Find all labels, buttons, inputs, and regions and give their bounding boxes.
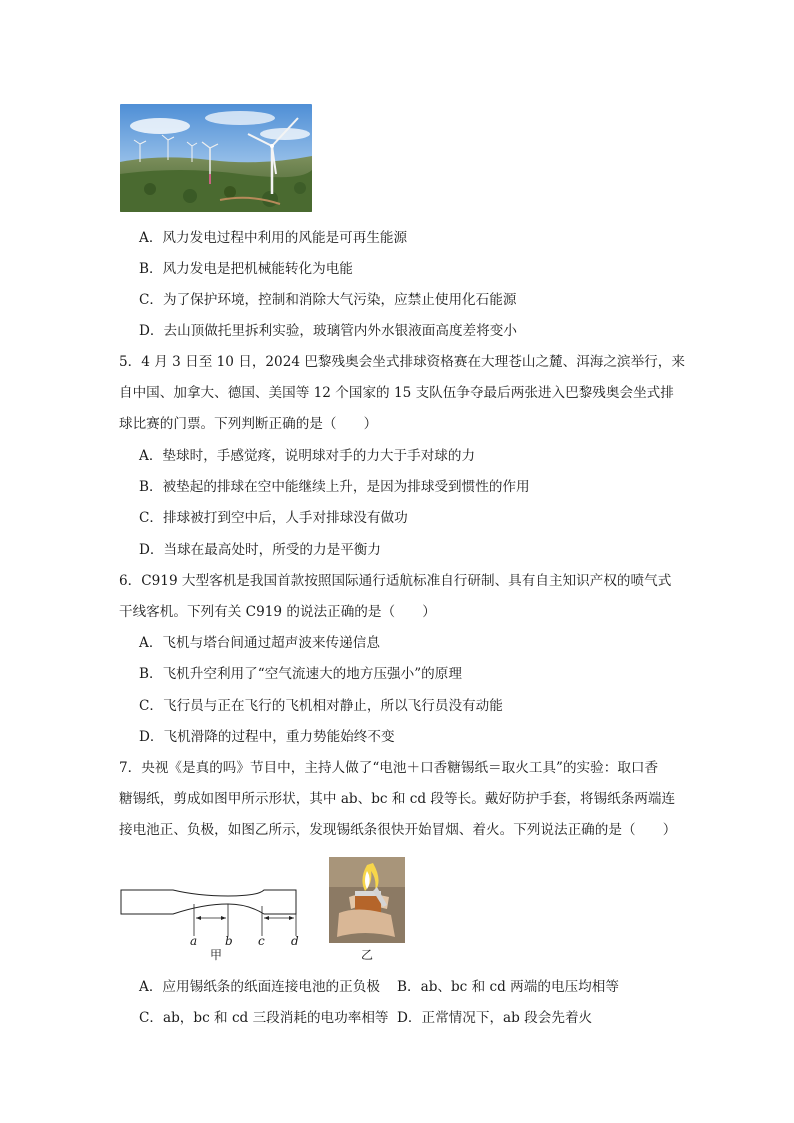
q5-option-d: D．当球在最高处时，所受的力是平衡力 [139,542,381,558]
q5-stem-line-2: 自中国、加拿大、德国、美国等 12 个国家的 15 支队伍争夺最后两张进入巴黎残奥会坐式排 [119,385,674,401]
q5-stem-line-3: 球比赛的门票。下列判断正确的是（ ） [119,416,378,432]
q7-stem-line-1: 7．央视《是真的吗》节目中，主持人做了“电池＋口香糖锡纸＝取火工具”的实验：取口香 [119,760,659,776]
q5-option-c: C．排球被打到空中后，人手对排球没有做功 [139,510,408,526]
caption-jia: 甲 [210,948,223,962]
q6-option-b: B．飞机升空利用了“空气流速大的地方压强小”的原理 [139,666,462,682]
q7-option-a: A．应用锡纸条的纸面连接电池的正负极 [139,979,380,995]
q7-stem-line-3: 接电池正、负极，如图乙所示，发现锡纸条很快开始冒烟、着火。下列说法正确的是（ ） [119,822,677,838]
figure-yi-battery-photo [329,857,405,943]
q6-stem-line-2: 干线客机。下列有关 C919 的说法正确的是（ ） [119,604,436,620]
q7-option-b: B．ab、bc 和 cd 两端的电压均相等 [397,979,619,995]
q5-stem-line-1: 5．4 月 3 日至 10 日，2024 巴黎残奥会坐式排球资格赛在大理苍山之麓、洱海之滨举行，来 [119,354,685,370]
label-c: c [258,934,265,948]
q7-stem-line-2: 糖锡纸，剪成如图甲所示形状，其中 ab、bc 和 cd 段等长。戴好防护手套，将锡纸条两端连 [119,791,676,807]
q4-option-b: B．风力发电是把机械能转化为电能 [139,261,353,277]
wind-turbine-image [120,104,312,212]
caption-yi: 乙 [361,948,374,962]
q6-stem-line-1: 6．C919 大型客机是我国首款按照国际通行适航标准自行研制、具有自主知识产权的喷气式 [119,573,672,589]
burning-foil-image [329,857,405,943]
q5-option-a: A．垫球时，手感觉疼，说明球对手的力大于手对球的力 [139,448,476,464]
q6-option-c: C．飞行员与正在飞行的飞机相对静止，所以飞行员没有动能 [139,698,503,714]
q4-option-c: C．为了保护环境，控制和消除大气污染，应禁止使用化石能源 [139,292,517,308]
figure-jia-foil-strip [118,884,303,964]
wind-turbine-photo [120,104,312,212]
q4-option-a: A．风力发电过程中利用的风能是可再生能源 [139,230,408,246]
q6-option-a: A．飞机与塔台间通过超声波来传递信息 [139,635,380,651]
label-b: b [225,934,233,948]
q7-option-d: D．正常情况下，ab 段会先着火 [397,1010,593,1026]
q4-option-d: D．去山顶做托里拆利实验，玻璃管内外水银液面高度差将变小 [139,323,517,339]
label-a: a [190,934,198,948]
label-d: d [291,934,299,948]
q7-option-c: C．ab，bc 和 cd 三段消耗的电功率相等 [139,1010,389,1026]
q5-option-b: B．被垫起的排球在空中能继续上升，是因为排球受到惯性的作用 [139,479,530,495]
q6-option-d: D．飞机滑降的过程中，重力势能始终不变 [139,729,395,745]
